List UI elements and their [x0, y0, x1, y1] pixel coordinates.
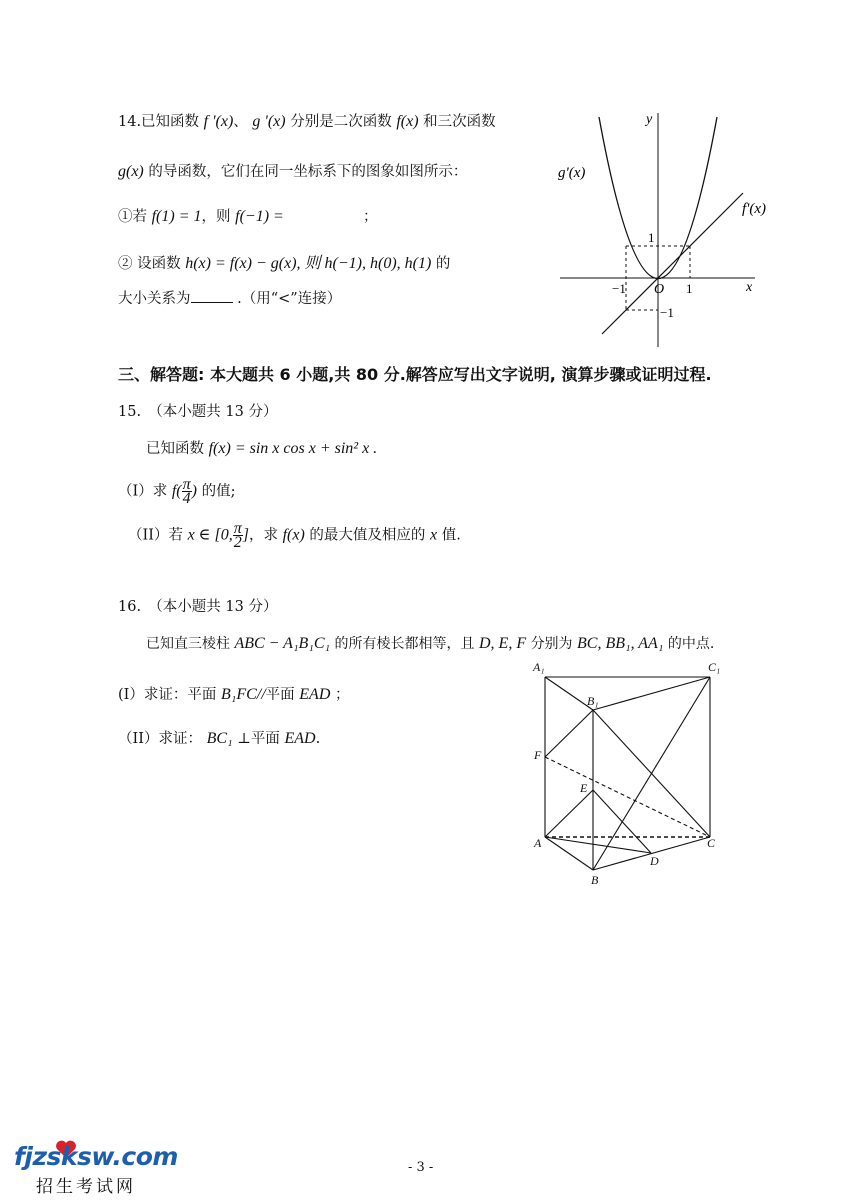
math-ask: f(−1) = — [235, 208, 284, 225]
page-number: - 3 - — [408, 1160, 434, 1175]
q14-text: ； — [363, 209, 378, 225]
q15-part2 — [128, 522, 461, 549]
frac-den: 2 — [233, 534, 242, 551]
q14-text: 的导函数，它们在同一坐标系下的图象如图所示： — [148, 164, 468, 180]
q14-line1 — [118, 110, 496, 131]
q14-text: .（用“<”连接） — [237, 291, 342, 307]
q15-text: 已知函数 — [146, 441, 204, 457]
math-cond: f(1) = 1 — [151, 208, 202, 225]
q15-part1 — [118, 478, 235, 505]
label-D: D — [650, 854, 659, 868]
math-gx: g(x) — [118, 163, 144, 180]
q16-text: ； — [335, 687, 350, 703]
q15-text: （Ⅰ）求 — [118, 483, 168, 500]
q16-title: 16. （本小题共 13 分） — [118, 599, 278, 615]
q14-text: ，则 — [201, 209, 231, 225]
q14-text: ①若 — [118, 209, 147, 225]
q16-part2 — [118, 727, 320, 748]
math-prism: ABC − A₁B₁C₁ — [234, 635, 331, 652]
q14-part2 — [118, 250, 450, 273]
y-tick-neg1: −1 — [660, 305, 674, 320]
math-segments: BC, BB₁, AA₁ — [577, 635, 664, 652]
q15-text: ，求 — [249, 527, 278, 544]
q16-text: 分别为 — [530, 636, 573, 652]
q14-text: 的 — [435, 256, 451, 272]
math-q15-eq: f(x) = sin x cos x + sin² x . — [208, 440, 378, 457]
math-fx: f(x) — [282, 526, 305, 544]
separator: 、 — [233, 114, 248, 130]
logo-text: fjzsksw.com — [14, 1142, 178, 1171]
math-perp: ⊥ — [237, 731, 251, 747]
math-x: x — [430, 526, 438, 544]
gprime-label: g'(x) — [558, 165, 586, 181]
line-AD — [545, 837, 651, 853]
x-label: x — [746, 280, 753, 295]
q14-text: 和三次函数 — [423, 114, 496, 130]
q15-text: （II）若 — [128, 527, 183, 544]
logo-subtitle: 招生考试网 — [36, 1177, 136, 1197]
q16-text: （II）求证： — [118, 731, 202, 747]
q14-part2-line2 — [118, 287, 341, 308]
q14-text: 分别是二次函数 — [290, 114, 392, 130]
y-label: y — [646, 112, 653, 127]
math-plane1: B₁FC — [221, 686, 257, 703]
q16-text: 的所有棱长都相等，且 — [334, 636, 475, 652]
q15-title: 15. （本小题共 13 分） — [118, 404, 278, 420]
section-heading: 三、解答题: 本大题共 6 小题,共 80 分.解答应写出文字说明, 演算步骤或证明过程. — [118, 365, 712, 384]
math-seg: BC₁ — [206, 730, 233, 747]
line-BC1 — [593, 677, 710, 870]
q15-text: 的值; — [201, 483, 236, 500]
q14-text: 14.已知函数 — [118, 114, 200, 130]
edge-A1B1 — [545, 677, 593, 710]
q15-text: 的最大值及相应的 — [309, 527, 426, 544]
prism-figure — [525, 655, 735, 890]
answer-blank — [191, 290, 233, 303]
fraction-pi-2 — [233, 522, 243, 549]
q16-text: (I）求证：平面 — [118, 687, 217, 703]
q16-text: . — [315, 731, 321, 747]
origin-label: O — [654, 282, 665, 297]
x-tick-1: 1 — [686, 281, 693, 296]
label-E: E — [580, 781, 588, 795]
line-FB1 — [545, 710, 593, 757]
math-fprime: f '(x) — [203, 113, 234, 130]
math-fx: f(x) — [396, 113, 419, 130]
math-interval: x ∈ [0, — [187, 526, 233, 544]
q14-part1 — [118, 205, 378, 226]
label-A: A — [534, 836, 542, 850]
math-plane: EAD — [284, 730, 316, 747]
q16-text: 已知直三棱柱 — [146, 636, 230, 652]
frac-num: π — [182, 476, 191, 493]
line-AE — [545, 790, 593, 837]
math-f: f( — [171, 482, 182, 500]
math-points: D, E, F — [479, 635, 527, 652]
fraction-pi-4 — [182, 478, 192, 505]
q16-text: 的中点. — [667, 636, 715, 652]
math-parallel: // — [256, 686, 266, 703]
q14-text: ② 设函数 — [118, 256, 181, 272]
x-tick-neg1: −1 — [612, 281, 626, 296]
q16-text: 平面 — [265, 687, 295, 703]
q16-text: 平面 — [250, 731, 280, 747]
label-A1: A₁ — [533, 660, 545, 674]
q14-text: 大小关系为 — [118, 291, 191, 307]
frac-num: π — [233, 520, 242, 537]
fprime-label: f'(x) — [742, 201, 767, 217]
line-FC-hidden — [545, 757, 710, 837]
site-logo — [14, 1138, 178, 1197]
math-gprime: g '(x) — [252, 113, 286, 130]
label-B: B — [591, 873, 599, 887]
frac-den: 4 — [182, 490, 191, 507]
label-C: C — [707, 836, 716, 850]
line-ED — [593, 790, 651, 853]
edge-AB — [545, 837, 593, 870]
math-bracket: ] — [242, 526, 249, 544]
label-F: F — [534, 748, 542, 762]
q14-line2 — [118, 160, 467, 181]
derivative-graph — [550, 105, 790, 350]
q15-statement — [146, 437, 377, 458]
label-B1: B₁ — [587, 694, 599, 708]
math-hdef: h(x) = f(x) − g(x), 则 h(−1), h(0), h(1) — [185, 255, 432, 272]
q16-part1 — [118, 683, 350, 704]
y-tick-1: 1 — [648, 230, 655, 245]
q15-text: 值. — [441, 527, 461, 544]
q16-statement — [146, 633, 714, 653]
label-C1: C₁ — [708, 660, 721, 674]
math-paren: ) — [191, 482, 197, 500]
math-plane2: EAD — [299, 686, 331, 703]
